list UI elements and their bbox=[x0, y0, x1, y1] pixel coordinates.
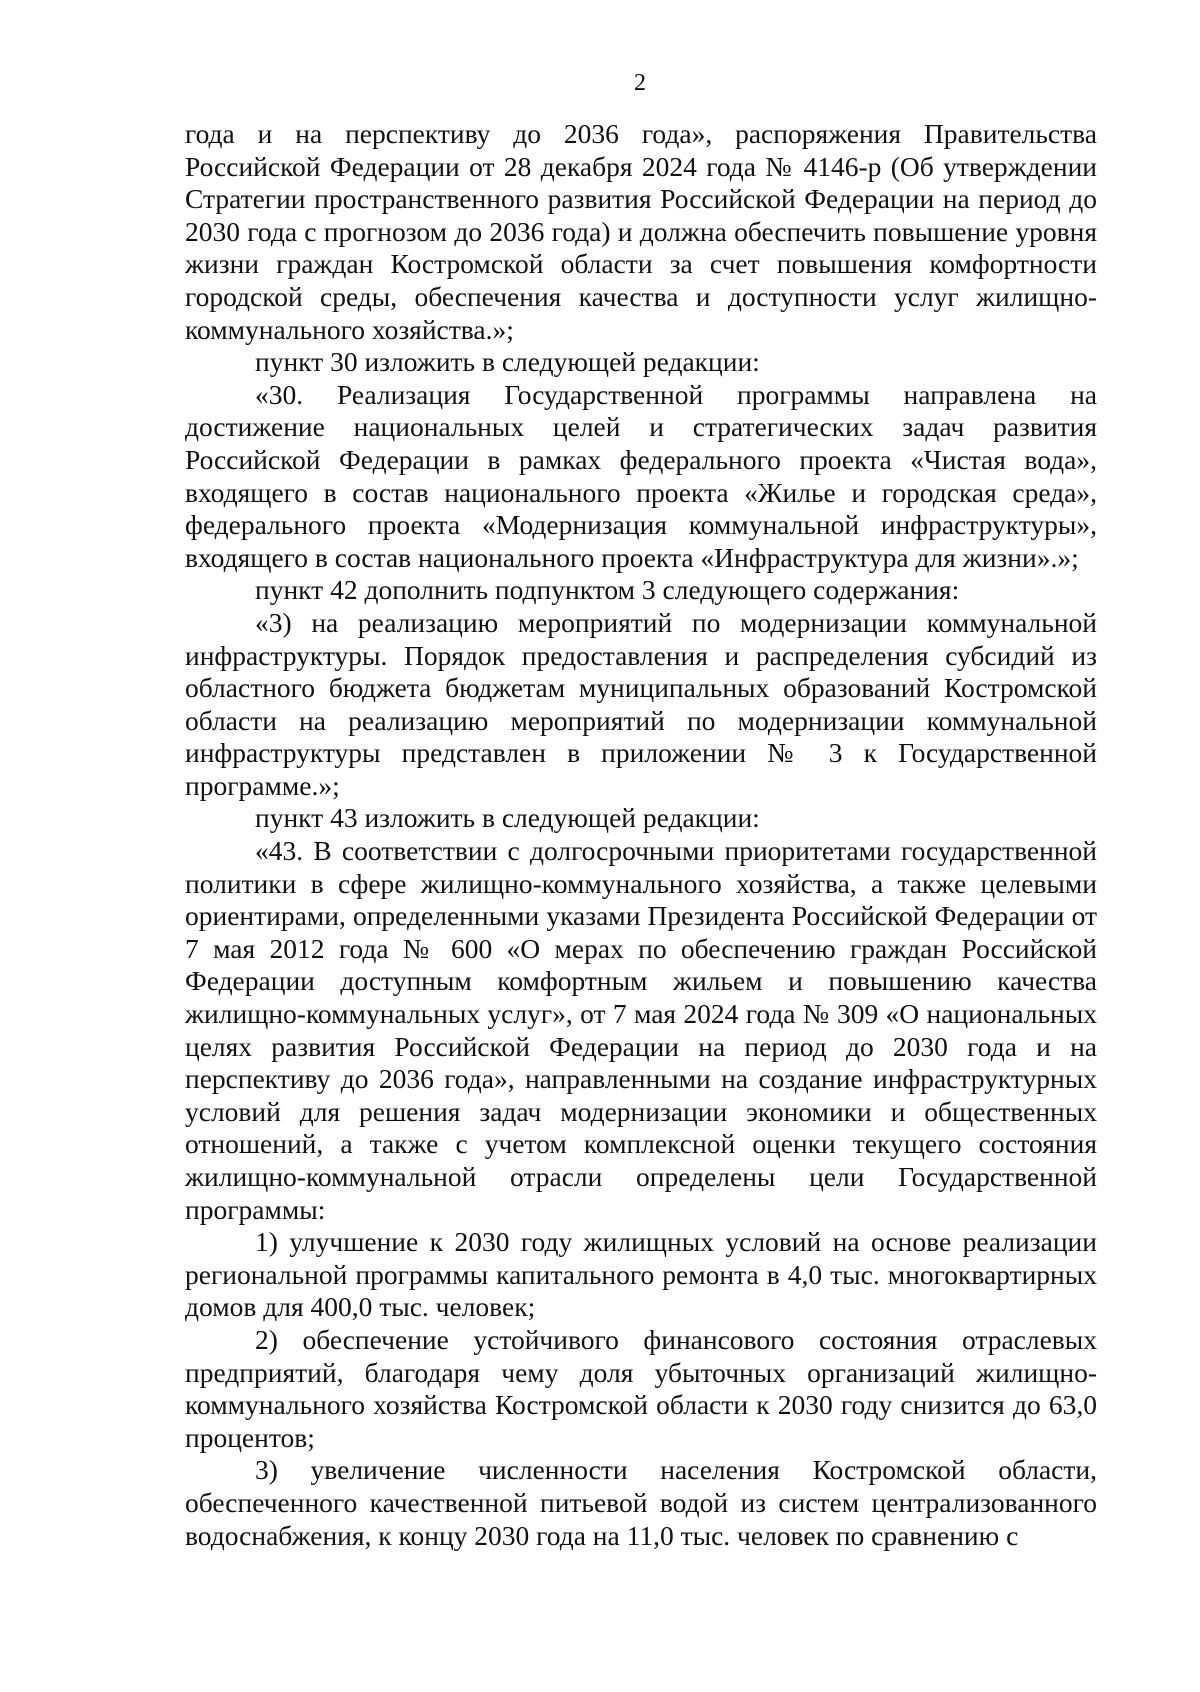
paragraph-item-42-subitem-3: «3) на реализацию мероприятий по модернизации коммунальной инфраструктуры. Порядок предоставления и распределения субсидий из областного бюджета бюджетам муниципальных образований Костромской области на реализацию мероприятий по модернизации коммунальной инфраструктуры представлен в приложении № 3 к Государственной программе.»; bbox=[185, 606, 1097, 801]
paragraph-item-42-instruction: пункт 42 дополнить подпунктом 3 следующего содержания: bbox=[255, 574, 960, 606]
paragraph-item-43-text: «43. В соответствии с долгосрочными приоритетами государственной политики в сфере жилищно-коммунального хозяйства, а также целевыми ориентирами, определенными указами Президента Российской Федерации от 7 мая 2012 года № 600 «О мерах по обеспечению граждан Российской Федерации доступным комфортным жильем и повышению качества жилищно-коммунальных услуг», от 7 мая 2024 года № 309 «О национальных целях развития Российской Федерации на период до 2030 года и на перспективу до 2036 года», направленными на создание инфраструктурных условий для решения задач модернизации экономики и общественных отношений, а также с учетом комплексной оценки текущего состояния жилищно-коммунальной отрасли определены цели Государственной программы: bbox=[185, 835, 1097, 1225]
document-body bbox=[185, 118, 1097, 1552]
goal-item-3: 3) увеличение численности населения Костромской области, обеспеченного качественной питьевой водой из систем централизованного водоснабжения, к концу 2030 года на 11,0 тыс. человек по сравнению с bbox=[185, 1454, 1097, 1551]
goal-item-1: 1) улучшение к 2030 году жилищных условий на основе реализации региональной программы капитального ремонта в 4,0 тыс. многоквартирных домов для 400,0 тыс. человек; bbox=[185, 1226, 1097, 1323]
goal-item-2: 2) обеспечение устойчивого финансового состояния отраслевых предприятий, благодаря чему доля убыточных организаций жилищно-коммунального хозяйства Костромской области к 2030 году снизится до 63,0 процентов; bbox=[185, 1323, 1097, 1453]
page-number: 2 bbox=[634, 70, 646, 96]
paragraph-item-43-instruction: пункт 43 изложить в следующей редакции: bbox=[255, 802, 760, 834]
paragraph-item-30-text: «30. Реализация Государственной программы направлена на достижение национальных целей и стратегических задач развития Российской Федерации в рамках федерального проекта «Чистая вода», входящего в состав национального проекта «Жилье и городская среда», федерального проекта «Модернизация коммунальной инфраструктуры», входящего в состав национального проекта «Инфраструктура для жизни».»; bbox=[185, 378, 1097, 573]
paragraph-item-30-instruction: пункт 30 изложить в следующей редакции: bbox=[255, 346, 760, 378]
paragraph-continuation: года и на перспективу до 2036 года», распоряжения Правительства Российской Федерации от 28 декабря 2024 года № 4146-р (Об утверждении Стратегии пространственного развития Российской Федерации на период до 2030 года с прогнозом до 2036 года) и должна обеспечить повышение уровня жизни граждан Костромской области за счет повышения комфортности городской среды, обеспечения качества и доступности услуг жилищно-коммунального хозяйства.»; bbox=[185, 118, 1097, 345]
